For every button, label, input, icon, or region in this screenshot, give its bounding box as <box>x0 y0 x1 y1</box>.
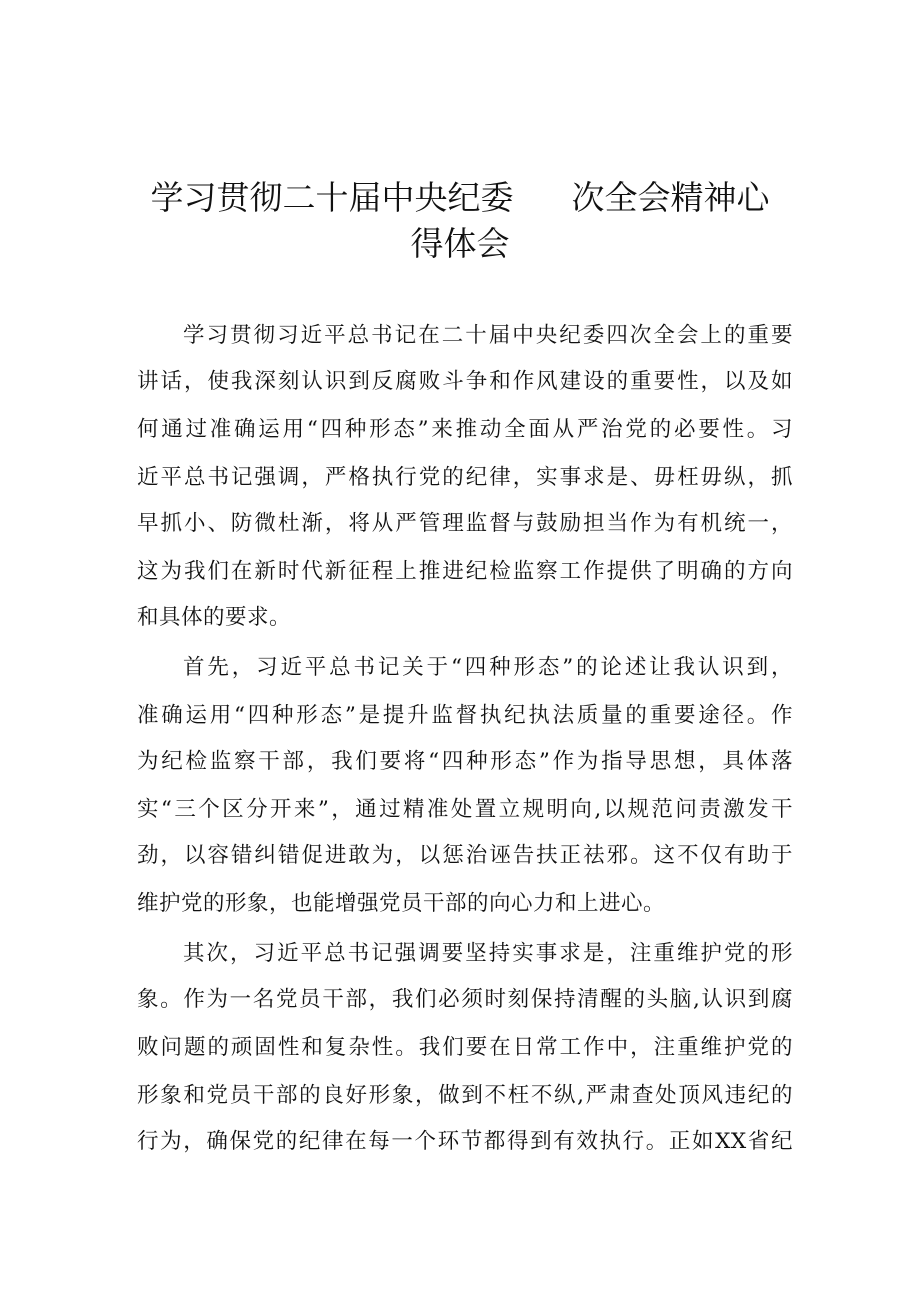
paragraph-3-line-1: 其次，习近平总书记强调要坚持实事求是，注重维护党的形 <box>183 941 793 966</box>
title-part-1: 学习贯彻二十届中央纪委 <box>150 178 514 217</box>
title-part-2: 次全会精神心 <box>571 178 770 217</box>
paragraph-2-line-1: 首先，习近平总书记关于“四种形态”的论述让我认识到， <box>183 655 793 680</box>
paragraph-1-line-3: 何通过准确运用“四种形态”来推动全面从严治党的必要性。习 <box>137 417 793 442</box>
paragraph-3-line-4: 形象和党员干部的良好形象，做到不枉不纵,严肃查处顶风违纪的 <box>137 1083 793 1108</box>
paragraph-1-line-6: 这为我们在新时代新征程上推进纪检监察工作提供了明确的方向 <box>137 559 793 584</box>
paragraph-2-line-4: 实“三个区分开来”，通过精准处置立规明向,以规范问责激发干 <box>137 797 793 822</box>
paragraph-2-line-6: 维护党的形象，也能增强党员干部的向心力和上进心。 <box>137 891 666 916</box>
paragraph-3-line-5: 行为，确保党的纪律在每一个环节都得到有效执行。正如XX省纪 <box>137 1129 793 1154</box>
paragraph-3-line-2: 象。作为一名党员干部，我们必须时刻保持清醒的头脑,认识到腐 <box>137 987 793 1012</box>
paragraph-1-line-1: 学习贯彻习近平总书记在二十届中央纪委四次全会上的重要 <box>183 323 793 348</box>
paragraph-1-line-2: 讲话，使我深刻认识到反腐败斗争和作风建设的重要性，以及如 <box>137 369 793 394</box>
paragraph-1-line-7: 和具体的要求。 <box>137 605 292 630</box>
paragraph-2-line-2: 准确运用“四种形态”是提升监督执纪执法质量的重要途径。作 <box>137 703 793 728</box>
paragraph-2-line-5: 劲，以容错纠错促进敢为，以惩治诬告扶正祛邪。这不仅有助于 <box>137 843 793 868</box>
document-title-line-2: 得体会 <box>410 224 510 263</box>
paragraph-1-line-4: 近平总书记强调，严格执行党的纪律，实事求是、毋枉毋纵，抓 <box>137 465 793 490</box>
document-title-line-1 <box>120 176 800 220</box>
paragraph-2-line-3: 为纪检监察干部，我们要将“四种形态”作为指导思想，具体落 <box>137 749 793 774</box>
paragraph-1-line-5: 早抓小、防微杜渐，将从严管理监督与鼓励担当作为有机统一， <box>137 511 793 536</box>
paragraph-3-line-3: 败问题的顽固性和复杂性。我们要在日常工作中，注重维护党的 <box>137 1035 793 1060</box>
